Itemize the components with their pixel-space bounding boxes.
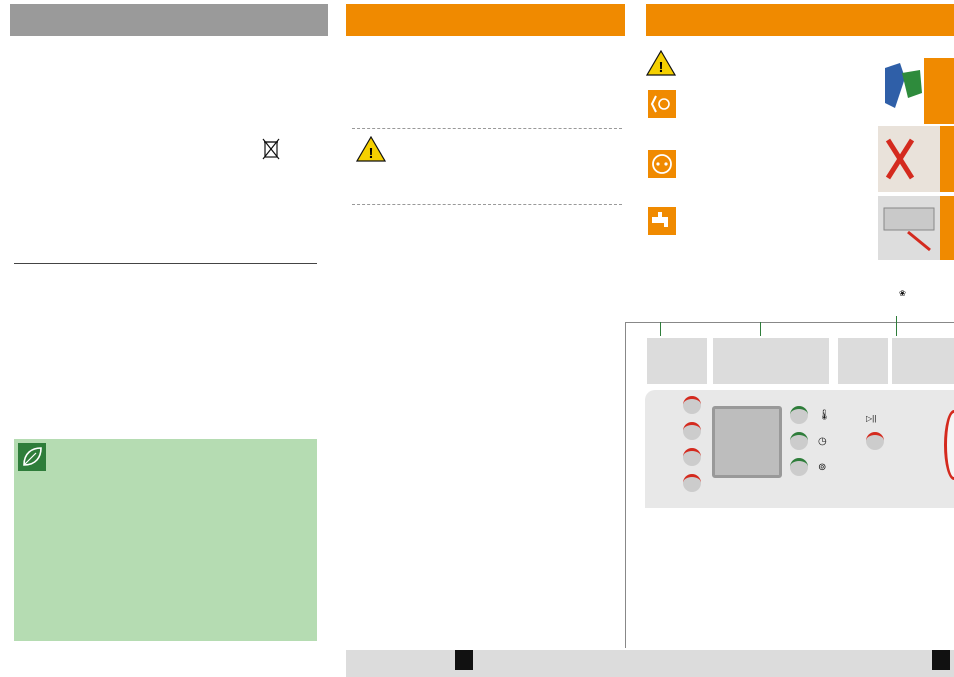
warning-icon-2 xyxy=(646,50,676,76)
panel-label-display xyxy=(713,338,829,384)
warning-icon xyxy=(356,136,386,162)
page-footer-2 xyxy=(625,650,954,677)
green-tips-box xyxy=(14,439,317,641)
col3-header xyxy=(646,4,954,36)
tap-icon xyxy=(648,207,676,235)
page-footer-1 xyxy=(346,650,625,677)
panel-label-start xyxy=(838,338,888,384)
page-number-2 xyxy=(932,650,950,670)
cell-mid-desc: ❀ xyxy=(898,288,906,298)
col2-header xyxy=(346,4,625,36)
warn-divider-bottom xyxy=(352,204,622,205)
extra-function-button[interactable] xyxy=(683,474,701,492)
pointer-2 xyxy=(760,322,761,336)
pointer-3 xyxy=(896,316,897,336)
eco-perfect-button[interactable] xyxy=(683,422,701,440)
extra-rinse-button[interactable] xyxy=(683,448,701,466)
check-machine-icon xyxy=(648,90,676,118)
plug-icon xyxy=(648,150,676,178)
drawer-illustration xyxy=(878,196,940,260)
pointer-1 xyxy=(660,322,661,336)
start-button[interactable] xyxy=(866,432,884,450)
delay-button[interactable] xyxy=(790,432,808,450)
spin-button[interactable] xyxy=(790,458,808,476)
leaf-icon xyxy=(18,443,46,471)
panel-label-extra xyxy=(647,338,707,384)
side-orange-3 xyxy=(940,196,954,260)
toc-divider xyxy=(14,263,317,264)
clothes-illustration xyxy=(880,58,925,118)
side-orange-2 xyxy=(940,126,954,192)
weee-bin-icon xyxy=(262,138,280,160)
side-orange-1 xyxy=(924,58,954,124)
start-pause-icon: ▷|| xyxy=(866,414,877,423)
temp-button[interactable] xyxy=(790,406,808,424)
display-screen xyxy=(712,406,782,478)
svg-text:!: ! xyxy=(368,145,374,162)
col1-header xyxy=(10,4,328,36)
drum-illustration xyxy=(878,126,940,192)
spin-icon: ⊚ xyxy=(818,462,827,473)
thermometer-icon: 🌡 xyxy=(818,410,831,421)
page-number-1 xyxy=(455,650,473,670)
panel-label-knob xyxy=(892,338,954,384)
svg-text:!: ! xyxy=(658,59,664,76)
clock-icon: ◷ xyxy=(818,436,827,447)
warn-divider-top xyxy=(352,128,622,129)
speed-perfect-button[interactable] xyxy=(683,396,701,414)
